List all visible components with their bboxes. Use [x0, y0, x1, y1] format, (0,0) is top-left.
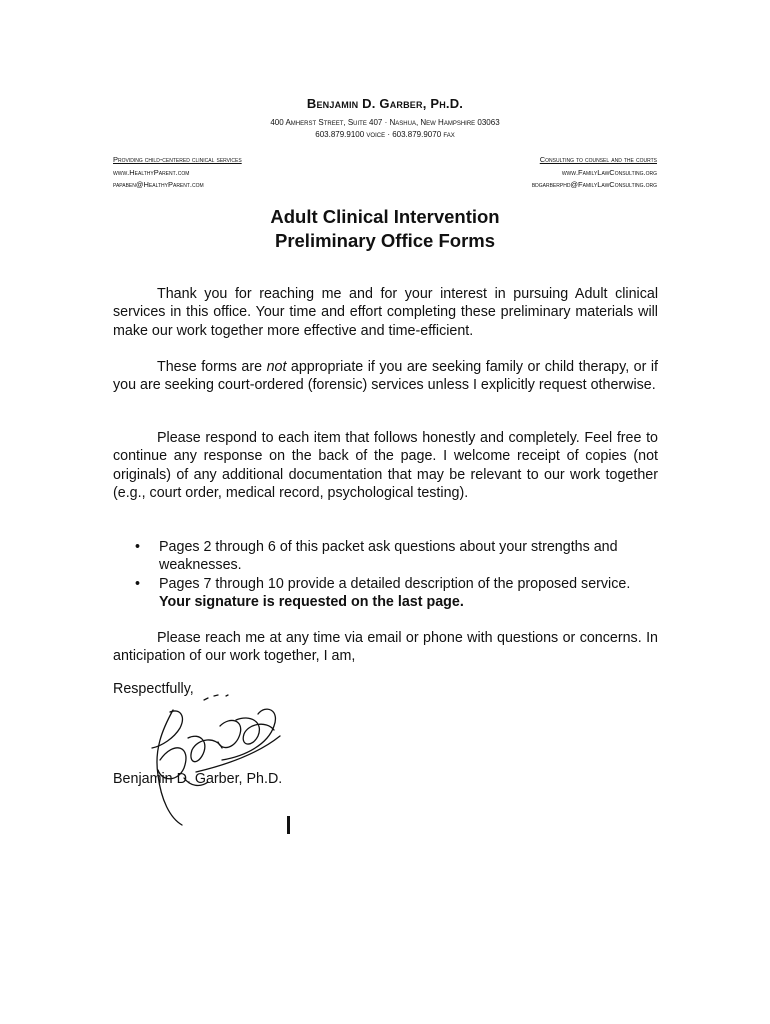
- signature-name: Benjamin D. Garber, Ph.D.: [113, 771, 283, 787]
- bullet-dot-icon: •: [135, 539, 141, 555]
- title-line-2: Preliminary Office Forms: [274, 230, 496, 251]
- bullet-list: [113, 538, 658, 612]
- salutation: Respectfully,: [113, 681, 194, 697]
- letterhead-contact: [0, 117, 770, 141]
- paragraph-instructions: [113, 429, 658, 503]
- left-tagline: Providing child-centered clinical services: [113, 155, 242, 164]
- paragraph-2-after: appropriate if you are seeking family or child therapy, or if you are seeking court-ordered (forensic) services unless I explicitly request otherwise.: [113, 359, 658, 394]
- bullet-1-text: Pages 2 through 6 of this packet ask questions about your strengths and weaknesses.: [159, 539, 618, 574]
- paragraph-2-emphasis: not: [266, 359, 287, 375]
- right-website: www.FamilyLawConsulting.org: [561, 167, 657, 177]
- paragraph-intro-text: Thank you for reaching me and for your interest in pursuing Adult clinical services in this office. Your time and effort completing these preliminary materials will make our work together more effective and time-efficient.: [113, 286, 658, 339]
- right-email: bdgarberphd@FamilyLawConsulting.org: [531, 180, 657, 189]
- paragraph-2-before: These forms are: [157, 359, 267, 375]
- bullet-dot-icon: •: [135, 575, 141, 592]
- right-tagline: Consulting to counsel and the courts: [539, 155, 657, 164]
- bullet-item: [113, 575, 658, 612]
- title-line-1: Adult Clinical Intervention: [270, 206, 500, 227]
- left-website: www.HealthyParent.com: [113, 167, 190, 177]
- letterhead-address: 400 Amherst Street, Suite 407 · Nashua, New Hampshire 03063: [270, 118, 500, 127]
- text-cursor-icon: [287, 816, 290, 834]
- bullet-2-bold: Your signature is requested on the last page.: [159, 594, 464, 611]
- bullet-item: [113, 538, 658, 575]
- paragraph-contact-text: Please reach me at any time via email or phone with questions or concerns. In anticipation of our work together, I am,: [113, 630, 658, 665]
- left-email: papaben@HealthyParent.com: [113, 180, 204, 189]
- paragraph-not-appropriate: [113, 358, 658, 395]
- paragraph-intro: [113, 285, 658, 340]
- document-title: [0, 205, 770, 253]
- letterhead-right-block: [532, 154, 657, 192]
- letterhead-phone: 603.879.9100 voice · 603.879.9070 fax: [315, 130, 455, 139]
- letterhead-left-block: [113, 154, 242, 192]
- letterhead-name: Benjamin D. Garber, Ph.D.: [306, 96, 464, 111]
- handwritten-signature: [140, 690, 300, 830]
- paragraph-instructions-text: Please respond to each item that follows honestly and completely. Feel free to continue any response on the back of the page. I welcome receipt of copies (not originals) of any additional documentation that may be relevant to our work together (e.g., court order, medical record, psychological testing).: [113, 430, 658, 502]
- bullet-2-text: Pages 7 through 10 provide a detailed description of the proposed service.: [159, 575, 631, 592]
- paragraph-contact: [113, 629, 658, 666]
